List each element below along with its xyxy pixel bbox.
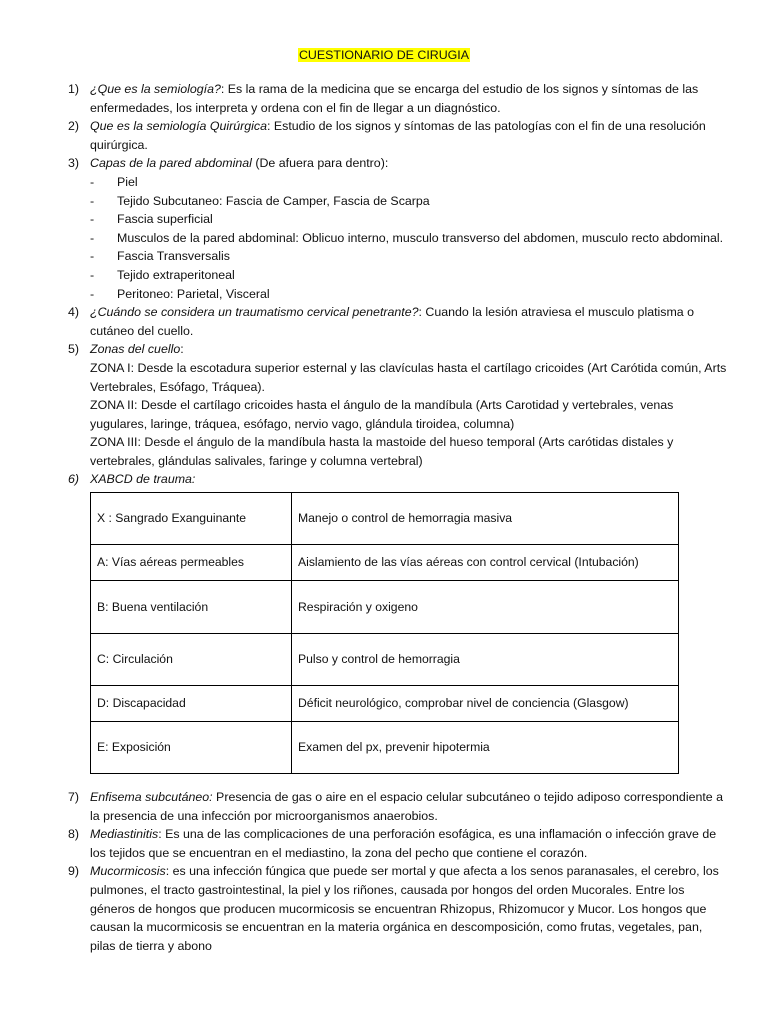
neck-zone-2: ZONA II: Desde el cartílago cricoides hasta el ángulo de la mandíbula (Arts Carotidad y vertebrales, venas yugulares, laringe, tráquea, esófago, nervio vago, glándula tiroidea, columna) xyxy=(90,398,674,431)
answer-text: : Es una de las complicaciones de una perforación esofágica, es una inflamación o infección grave de los tejidos que se encuentran en el mediastino, la zona del pecho que contiene el corazón. xyxy=(90,827,717,860)
item-number: 3) xyxy=(68,156,80,171)
question-6 xyxy=(68,470,728,489)
list-item: - Fascia superficial xyxy=(90,210,728,229)
answer-text: Presencia de gas o aire en el espacio celular subcutáneo o tejido adiposo correspondiente a la presencia de una infección por microorganismos anaerobios. xyxy=(90,790,724,823)
document-title: CUESTIONARIO DE CIRUGIA xyxy=(298,48,470,62)
neck-zone-1: ZONA I: Desde la escotadura superior esternal y las clavículas hasta el cartílago cricoides (Art Carótida común, Arts Vertebrales, Esófago, Tráquea). xyxy=(90,360,727,394)
item-number: 9) xyxy=(68,864,80,879)
table-cell: Respiración y oxigeno xyxy=(292,581,679,634)
answer-text: : Estudio de los signos y síntomas de las patologías con el fin de una resolución quirúrgica. xyxy=(90,119,706,152)
item-number: 7) xyxy=(68,790,80,805)
table-cell: Aislamiento de las vías aéreas con control cervical (Intubación) xyxy=(292,545,679,581)
item-number: 6) xyxy=(68,472,80,487)
table-cell: B: Buena ventilación xyxy=(91,581,292,634)
question-3 xyxy=(68,154,728,303)
answer-text: (De afuera para dentro): xyxy=(251,156,389,171)
table-row xyxy=(91,722,679,774)
list-item: - Peritoneo: Parietal, Visceral xyxy=(90,285,728,304)
table-row xyxy=(91,493,679,545)
item-number: 1) xyxy=(68,82,80,96)
question-text: ¿Cuándo se considera un traumatismo cervical penetrante? xyxy=(90,305,419,320)
table-cell: Déficit neurológico, comprobar nivel de conciencia (Glasgow) xyxy=(292,686,679,722)
title-block xyxy=(0,46,768,65)
item-number: 2) xyxy=(68,119,80,134)
questionnaire xyxy=(68,80,728,955)
list-item: - Piel xyxy=(90,173,728,192)
xabcd-table xyxy=(90,492,679,774)
item-number: 4) xyxy=(68,305,80,320)
answer-text: : es una infección fúngica que puede ser mortal y que afecta a los senos paranasales, el cerebro, los pulmones, el tracto gastrointestinal, la piel y los riñones, causada por hongos del orden Mucorales. Entre los géneros de hongos que producen mucormicosis se encuentran Rhizopus, Rhizomucor y Mucor. Los hongos que causan la mucormicosis se encuentran en la materia orgánica en descomposición, como frutas, vegetales, pan, pilas de tierra y abono xyxy=(90,864,719,953)
question-text: Que es la semiología Quirúrgica xyxy=(90,119,267,134)
question-2 xyxy=(68,117,728,154)
question-text: ¿Que es la semiología? xyxy=(90,82,221,96)
item-number: 8) xyxy=(68,827,80,842)
table-row xyxy=(91,581,679,634)
item-number: 5) xyxy=(68,342,80,357)
table-cell: A: Vías aéreas permeables xyxy=(91,545,292,581)
list-item: - Tejido Subcutaneo: Fascia de Camper, Fascia de Scarpa xyxy=(90,192,728,211)
answer-text: : xyxy=(180,342,184,357)
table-cell: Pulso y control de hemorragia xyxy=(292,634,679,686)
question-4 xyxy=(68,303,728,340)
question-7 xyxy=(68,788,728,825)
question-text: Mucormicosis xyxy=(90,864,166,879)
question-9 xyxy=(68,862,728,955)
answer-text: : Cuando la lesión atraviesa el musculo platisma o cutáneo del cuello. xyxy=(90,305,695,338)
table-cell: X : Sangrado Exanguinante xyxy=(91,493,292,545)
answer-text: : Es la rama de la medicina que se encarga del estudio de los signos y síntomas de las enfermedades, los interpreta y ordena con el fin de llegar a un diagnóstico. xyxy=(90,82,699,115)
table-row xyxy=(91,686,679,722)
question-8 xyxy=(68,825,728,862)
table-cell: D: Discapacidad xyxy=(91,686,292,722)
question-text: Enfisema subcutáneo: xyxy=(90,790,213,805)
table-cell: C: Circulación xyxy=(91,634,292,686)
question-text: Zonas del cuello xyxy=(90,342,181,357)
list-item: - Fascia Transversalis xyxy=(90,247,728,266)
list-item: - Musculos de la pared abdominal: Oblicuo interno, musculo transverso del abdomen, musculo recto abdominal. xyxy=(90,229,728,248)
question-text: XABCD de trauma: xyxy=(90,472,196,487)
table-row xyxy=(91,545,679,581)
table-cell: Manejo o control de hemorragia masiva xyxy=(292,493,679,545)
table-cell: Examen del px, prevenir hipotermia xyxy=(292,722,679,774)
layer-list xyxy=(90,173,728,303)
neck-zone-3: ZONA III: Desde el ángulo de la mandíbula hasta la mastoide del hueso temporal (Arts carótidas distales y vertebrales, glándulas salivales, faringe y columna vertebral) xyxy=(90,435,674,468)
question-1 xyxy=(68,80,728,117)
table-row xyxy=(91,634,679,686)
question-5 xyxy=(68,340,728,470)
question-text: Mediastinitis xyxy=(90,827,159,842)
table-cell: E: Exposición xyxy=(91,722,292,774)
question-text: Capas de la pared abdominal xyxy=(90,156,252,171)
list-item: - Tejido extraperitoneal xyxy=(90,266,728,285)
